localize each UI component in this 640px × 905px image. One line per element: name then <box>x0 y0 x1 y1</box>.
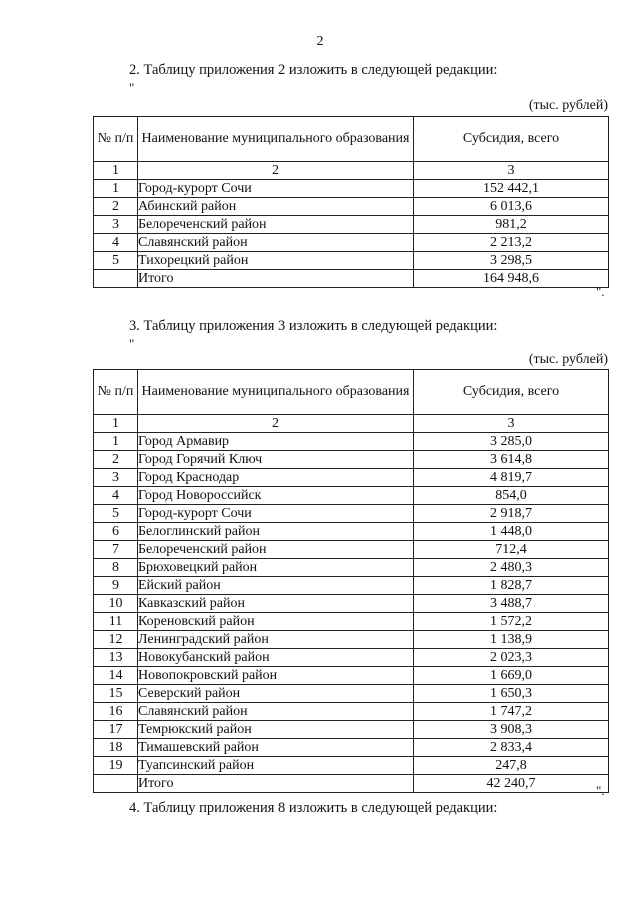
page-number: 2 <box>316 34 324 49</box>
row-sum: 247,8 <box>414 757 609 775</box>
row-name: Туапсинский район <box>138 757 414 775</box>
table-row <box>94 234 609 252</box>
table-row <box>94 216 609 234</box>
row-name: Темрюкский район <box>138 721 414 739</box>
row-name: Кореновский район <box>138 613 414 631</box>
table-row <box>94 721 609 739</box>
row-sum: 2 023,3 <box>414 649 609 667</box>
table-row <box>94 631 609 649</box>
table-row <box>94 685 609 703</box>
row-sum: 712,4 <box>414 541 609 559</box>
row-number: 8 <box>94 559 138 577</box>
row-name: Город Горячий Ключ <box>138 451 414 469</box>
header-num: № п/п <box>94 117 138 162</box>
table-row <box>94 523 609 541</box>
row-number: 18 <box>94 739 138 757</box>
index-cell: 1 <box>94 162 138 180</box>
header-name: Наименование муниципального образования <box>138 117 414 162</box>
index-cell: 3 <box>414 415 609 433</box>
table-row <box>94 613 609 631</box>
row-number: 10 <box>94 595 138 613</box>
row-name: Город-курорт Сочи <box>138 505 414 523</box>
row-sum: 2 918,7 <box>414 505 609 523</box>
row-number: 7 <box>94 541 138 559</box>
row-sum: 1 448,0 <box>414 523 609 541</box>
row-sum: 1 138,9 <box>414 631 609 649</box>
row-sum: 1 828,7 <box>414 577 609 595</box>
row-sum: 3 908,3 <box>414 721 609 739</box>
row-number: 13 <box>94 649 138 667</box>
row-number: 12 <box>94 631 138 649</box>
table-row <box>94 252 609 270</box>
table-row <box>94 757 609 775</box>
table-row <box>94 559 609 577</box>
row-sum: 3 298,5 <box>414 252 609 270</box>
header-sum: Субсидия, всего <box>414 370 609 415</box>
table-row <box>94 667 609 685</box>
row-sum: 981,2 <box>414 216 609 234</box>
table-header-row <box>94 370 609 415</box>
index-cell: 3 <box>414 162 609 180</box>
row-number: 19 <box>94 757 138 775</box>
row-number: 2 <box>94 451 138 469</box>
section-3-units: (тыс. рублей) <box>528 352 608 367</box>
index-cell: 2 <box>138 415 414 433</box>
row-name: Белореченский район <box>138 541 414 559</box>
row-name: Славянский район <box>138 234 414 252</box>
table-row <box>94 487 609 505</box>
total-row <box>94 775 609 793</box>
row-number: 3 <box>94 216 138 234</box>
row-name: Новокубанский район <box>138 649 414 667</box>
row-number: 5 <box>94 252 138 270</box>
table-row <box>94 451 609 469</box>
table-row <box>94 180 609 198</box>
table-row <box>94 703 609 721</box>
total-sum: 42 240,7 <box>414 775 609 793</box>
row-number: 3 <box>94 469 138 487</box>
index-cell: 2 <box>138 162 414 180</box>
table-row <box>94 541 609 559</box>
row-sum: 152 442,1 <box>414 180 609 198</box>
row-number: 17 <box>94 721 138 739</box>
section-2-intro: 2. Таблицу приложения 2 изложить в следующей редакции: <box>129 62 498 78</box>
row-name: Ленинградский район <box>138 631 414 649</box>
row-number: 6 <box>94 523 138 541</box>
header-name: Наименование муниципального образования <box>138 370 414 415</box>
section-2-units: (тыс. рублей) <box>528 98 608 113</box>
row-name: Тимашевский район <box>138 739 414 757</box>
total-label: Итого <box>138 270 414 288</box>
appendix-3-table <box>93 369 609 793</box>
total-row <box>94 270 609 288</box>
row-name: Абинский район <box>138 198 414 216</box>
section-4-intro: 4. Таблицу приложения 8 изложить в следующей редакции: <box>129 800 498 816</box>
row-name: Северский район <box>138 685 414 703</box>
header-sum: Субсидия, всего <box>414 117 609 162</box>
section-3-quote-open: " <box>129 336 135 351</box>
total-sum: 164 948,6 <box>414 270 609 288</box>
total-empty-cell <box>94 775 138 793</box>
column-index-row <box>94 415 609 433</box>
row-name: Славянский район <box>138 703 414 721</box>
row-sum: 2 480,3 <box>414 559 609 577</box>
row-number: 2 <box>94 198 138 216</box>
index-cell: 1 <box>94 415 138 433</box>
row-name: Брюховецкий район <box>138 559 414 577</box>
row-sum: 4 819,7 <box>414 469 609 487</box>
row-number: 4 <box>94 234 138 252</box>
row-number: 14 <box>94 667 138 685</box>
table-row <box>94 505 609 523</box>
row-number: 16 <box>94 703 138 721</box>
row-sum: 3 488,7 <box>414 595 609 613</box>
row-number: 1 <box>94 433 138 451</box>
row-name: Новопокровский район <box>138 667 414 685</box>
section-3-intro: 3. Таблицу приложения 3 изложить в следующей редакции: <box>129 318 498 334</box>
total-label: Итого <box>138 775 414 793</box>
row-name: Город Новороссийск <box>138 487 414 505</box>
table-row <box>94 577 609 595</box>
row-name: Город-курорт Сочи <box>138 180 414 198</box>
total-empty-cell <box>94 270 138 288</box>
table-row <box>94 469 609 487</box>
row-sum: 1 747,2 <box>414 703 609 721</box>
row-sum: 2 833,4 <box>414 739 609 757</box>
table-row <box>94 198 609 216</box>
row-sum: 6 013,6 <box>414 198 609 216</box>
header-num: № п/п <box>94 370 138 415</box>
row-number: 4 <box>94 487 138 505</box>
row-number: 11 <box>94 613 138 631</box>
table-header-row <box>94 117 609 162</box>
row-number: 1 <box>94 180 138 198</box>
row-sum: 854,0 <box>414 487 609 505</box>
table-row <box>94 649 609 667</box>
appendix-2-table <box>93 116 609 288</box>
row-sum: 3 614,8 <box>414 451 609 469</box>
row-name: Город Краснодар <box>138 469 414 487</box>
row-sum: 1 572,2 <box>414 613 609 631</box>
row-name: Ейский район <box>138 577 414 595</box>
row-number: 5 <box>94 505 138 523</box>
row-sum: 1 650,3 <box>414 685 609 703</box>
row-name: Тихорецкий район <box>138 252 414 270</box>
row-name: Кавказский район <box>138 595 414 613</box>
row-sum: 2 213,2 <box>414 234 609 252</box>
row-sum: 1 669,0 <box>414 667 609 685</box>
section-2-quote-close: ". <box>596 284 605 299</box>
row-name: Город Армавир <box>138 433 414 451</box>
column-index-row <box>94 162 609 180</box>
row-sum: 3 285,0 <box>414 433 609 451</box>
table-row <box>94 739 609 757</box>
row-number: 15 <box>94 685 138 703</box>
section-2-quote-open: " <box>129 80 135 95</box>
row-name: Белореченский район <box>138 216 414 234</box>
row-name: Белоглинский район <box>138 523 414 541</box>
section-3-quote-close: ". <box>596 783 605 798</box>
table-row <box>94 433 609 451</box>
table-row <box>94 595 609 613</box>
row-number: 9 <box>94 577 138 595</box>
